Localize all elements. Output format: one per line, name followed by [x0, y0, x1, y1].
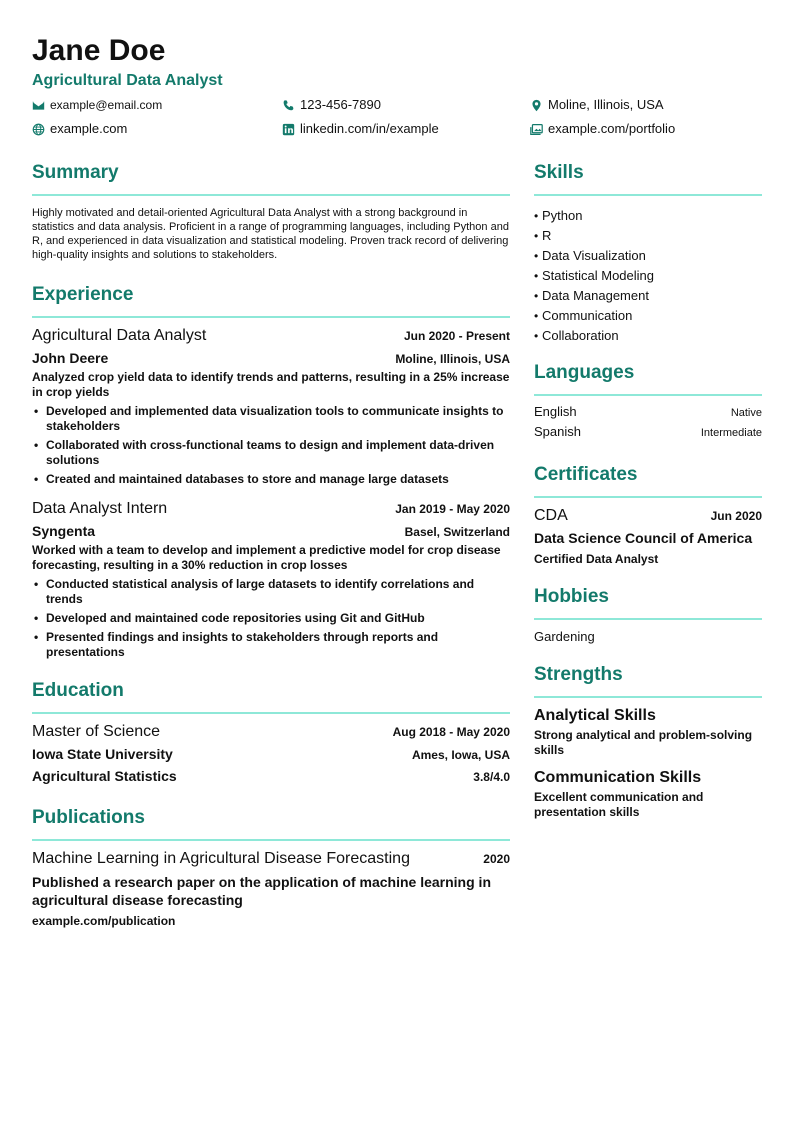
location-pin-icon — [530, 99, 543, 112]
education-location: Ames, Iowa, USA — [411, 748, 510, 762]
education-school: Iowa State University — [32, 746, 173, 762]
job-entry — [32, 326, 510, 487]
job-description: Analyzed crop yield data to identify trends and patterns, resulting in a 25% increase in crop yields — [32, 370, 510, 399]
job-company: John Deere — [32, 350, 109, 366]
publication-title: Machine Learning in Agricultural Disease Forecasting — [32, 850, 410, 867]
certificates-section — [534, 462, 762, 568]
list-item: • Developed and implemented data visualization tools to communicate insights to stakeholders — [32, 404, 510, 434]
section-divider — [534, 696, 762, 698]
strength-title: Analytical Skills — [534, 707, 656, 724]
resume-header — [32, 34, 762, 92]
list-item: • Presented findings and insights to stakeholders through reports and presentations — [32, 630, 510, 660]
list-item: • Python — [534, 208, 583, 223]
left-column — [32, 160, 510, 929]
job-company: Syngenta — [32, 523, 96, 539]
certificate-issuer: Data Science Council of America — [534, 530, 753, 546]
location-text: Moline, Illinois, USA — [548, 97, 664, 112]
job-bullets — [32, 577, 510, 660]
strength-description: Excellent communication and presentation skills — [534, 790, 704, 819]
portfolio-image-icon — [530, 123, 543, 136]
email-icon — [32, 99, 45, 112]
publications-section — [32, 805, 510, 929]
summary-text: Highly motivated and detail-oriented Agricultural Data Analyst with a strong background in statistics and data analysis. Proficient in a range of programming languages, including Python and R, and experienced in data visualization and statistical modeling. Proven track record of delivering high-quality insights and solutions to stakeholders. — [32, 207, 509, 261]
education-section — [32, 678, 510, 785]
list-item: • Conducted statistical analysis of large datasets to identify correlations and trends — [32, 577, 510, 607]
contact-phone[interactable] — [282, 96, 381, 114]
education-heading: Education — [32, 680, 124, 701]
language-level: Intermediate — [700, 427, 762, 439]
job-location: Moline, Illinois, USA — [395, 352, 510, 366]
education-degree: Master of Science — [32, 723, 161, 740]
candidate-title: Agricultural Data Analyst — [32, 72, 223, 89]
section-divider — [32, 839, 510, 841]
job-bullets — [32, 404, 510, 487]
education-field: Agricultural Statistics — [32, 768, 177, 784]
linkedin-text: linkedin.com/in/example — [300, 121, 439, 136]
strengths-heading: Strengths — [534, 664, 623, 685]
strengths-section — [534, 662, 762, 820]
skills-section — [534, 160, 762, 346]
languages-section — [534, 360, 762, 442]
contact-email[interactable] — [32, 96, 162, 114]
strength-entry — [534, 706, 762, 758]
certificate-name: CDA — [534, 507, 568, 524]
linkedin-icon — [282, 123, 295, 136]
contact-info — [32, 96, 762, 144]
strength-entry — [534, 768, 762, 820]
contact-portfolio[interactable] — [530, 120, 675, 138]
hobbies-heading: Hobbies — [534, 586, 609, 607]
strength-description: Strong analytical and problem-solving skills — [534, 728, 753, 757]
language-level: Native — [730, 407, 762, 419]
section-divider — [534, 496, 762, 498]
language-name: Spanish — [534, 424, 581, 439]
publications-heading: Publications — [32, 807, 145, 828]
language-row — [534, 402, 762, 422]
list-item: • Collaborated with cross-functional teams to design and implement data-driven solutions — [32, 438, 510, 468]
education-dates: Aug 2018 - May 2020 — [392, 725, 510, 739]
languages-heading: Languages — [534, 362, 635, 383]
list-item: • Developed and maintained code repositories using Git and GitHub — [32, 611, 510, 626]
contact-website[interactable] — [32, 120, 127, 138]
section-divider — [534, 394, 762, 396]
section-divider — [32, 712, 510, 714]
website-text: example.com — [50, 121, 128, 136]
candidate-name: Jane Doe — [32, 34, 166, 67]
right-column — [534, 160, 762, 820]
certificate-description: Certified Data Analyst — [534, 552, 659, 566]
contact-location — [530, 96, 664, 114]
list-item: • Collaboration — [534, 328, 619, 343]
job-title: Agricultural Data Analyst — [32, 327, 207, 344]
language-name: English — [534, 404, 577, 419]
skills-list — [534, 206, 762, 346]
email-text: example@email.com — [50, 98, 163, 112]
summary-section — [32, 160, 510, 262]
publication-description: Published a research paper on the application of machine learning in agricultural disease forecasting — [32, 874, 491, 908]
list-item: • Communication — [534, 308, 633, 323]
certificates-heading: Certificates — [534, 464, 638, 485]
education-gpa: 3.8/4.0 — [473, 770, 510, 784]
job-dates: Jun 2020 - Present — [403, 329, 510, 343]
publication-year: 2020 — [483, 852, 510, 866]
experience-heading: Experience — [32, 284, 134, 305]
list-item: • Data Management — [534, 288, 649, 303]
section-divider — [32, 316, 510, 318]
list-item: • R — [534, 228, 552, 243]
list-item: • Created and maintained databases to store and manage large datasets — [32, 472, 510, 487]
section-divider — [534, 194, 762, 196]
portfolio-text: example.com/portfolio — [548, 121, 676, 136]
job-entry — [32, 499, 510, 660]
language-row — [534, 422, 762, 442]
job-title: Data Analyst Intern — [32, 500, 168, 517]
certificate-date: Jun 2020 — [710, 509, 762, 523]
job-location: Basel, Switzerland — [404, 525, 510, 539]
strength-title: Communication Skills — [534, 769, 702, 786]
section-divider — [534, 618, 762, 620]
phone-icon — [282, 99, 295, 112]
list-item: • Statistical Modeling — [534, 268, 654, 283]
job-description: Worked with a team to develop and implement a predictive model for crop disease forecasting, resulting in a 30% reduction in crop losses — [32, 543, 501, 572]
phone-text: 123-456-7890 — [300, 97, 381, 112]
hobbies-section — [534, 584, 762, 646]
job-dates: Jan 2019 - May 2020 — [395, 502, 510, 516]
hobby-item: Gardening — [534, 629, 595, 644]
globe-icon — [32, 123, 45, 136]
skills-heading: Skills — [534, 162, 584, 183]
summary-heading: Summary — [32, 162, 119, 183]
list-item: • Data Visualization — [534, 248, 646, 263]
publication-link[interactable]: example.com/publication — [32, 914, 176, 928]
contact-linkedin[interactable] — [282, 120, 439, 138]
experience-section — [32, 282, 510, 660]
section-divider — [32, 194, 510, 196]
